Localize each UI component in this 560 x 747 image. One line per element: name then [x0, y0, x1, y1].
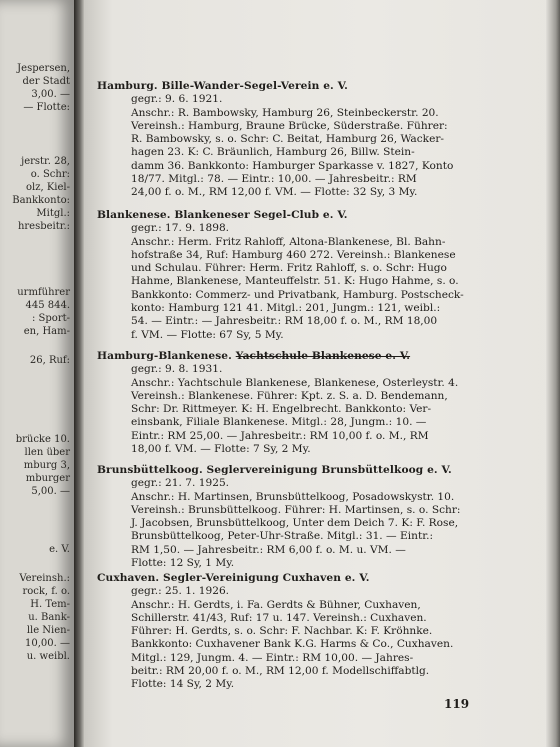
left-page-text-line: lle Nien- — [26, 625, 70, 636]
entry-line: RM 1,50. — Jahresbeitr.: RM 6,00 f. o. M. u. VM. — — [131, 543, 406, 556]
left-page-text-line: rock, f. o. — [22, 586, 70, 597]
left-page — [0, 0, 74, 747]
entry-line: Eintr.: RM 25,00. — Jahresbeitr.: RM 10,00 f. o. M., RM — [131, 429, 429, 442]
club-entry — [97, 464, 517, 570]
left-page-text-line: — Flotte: — [23, 102, 70, 113]
entry-line: 18,00 f. VM. — Flotte: 7 Sy, 2 My. — [131, 443, 311, 456]
entry-line: Schillerstr. 41/43, Ruf: 17 u. 147. Vereinsh.: Cuxhaven. — [131, 611, 427, 624]
left-page-text-line: mburg 3, — [23, 460, 70, 471]
left-page-text-line: olz, Kiel- — [25, 182, 70, 193]
entry-line: f. VM. — Flotte: 67 Sy, 5 My. — [131, 328, 284, 341]
left-page-text-line: brücke 10. — [15, 434, 70, 445]
page-edge — [546, 0, 560, 747]
entry-line: Anschr.: R. Bambowsky, Hamburg 26, Steinbeckerstr. 20. — [131, 106, 439, 119]
entry-heading: Hamburg. Bille-Wander-Segel-Verein e. V. — [97, 80, 348, 92]
book-gutter — [74, 0, 84, 747]
club-entry — [97, 350, 517, 456]
entry-line: Flotte: 12 Sy, 1 My. — [131, 557, 235, 570]
entry-line: und Schulau. Führer: Herm. Fritz Rahloff, s. o. Schr: Hugo — [131, 262, 447, 275]
entry-line: beitr.: RM 20,00 f. o. M., RM 12,00 f. Modellschiffabtlg. — [131, 665, 430, 678]
club-entry — [97, 209, 517, 342]
entry-line: gegr.: 9. 6. 1921. — [131, 93, 223, 106]
entry-line: 54. — Eintr.: — Jahresbeitr.: RM 18,00 f. o. M., RM 18,00 — [131, 315, 438, 328]
club-entry — [97, 572, 517, 692]
left-page-text-line: 10,00. — — [25, 638, 70, 649]
left-page-text-line: jerstr. 28, — [21, 156, 70, 167]
right-page — [84, 0, 560, 747]
left-page-text-line: H. Tem- — [30, 599, 70, 610]
entry-line: gegr.: 21. 7. 1925. — [131, 477, 230, 490]
left-page-text-line: Mitgl.: — [36, 208, 70, 219]
entry-line: Bankkonto: Commerz- und Privatbank, Hamburg. Postscheck- — [131, 288, 464, 301]
left-page-text-line: : Sport- — [32, 313, 70, 324]
entry-line: Anschr.: H. Martinsen, Brunsbüttelkoog, Posadowskystr. 10. — [131, 490, 455, 503]
entry-heading: Cuxhaven. Segler-Vereinigung Cuxhaven e. V. — [97, 572, 370, 584]
entry-line: Flotte: 14 Sy, 2 My. — [131, 678, 235, 691]
entry-line: Führer: H. Gerdts, s. o. Schr: F. Nachbar. K: F. Kröhnke. — [131, 625, 433, 638]
club-entry — [97, 80, 517, 200]
left-page-text-line: u. weibl. — [26, 651, 70, 662]
entry-line: 18/77. Mitgl.: 78. — Eintr.: 10,00. — Jahresbeitr.: RM — [131, 173, 417, 186]
struck-club-name: Yachtschule Blankenese e. V. — [235, 350, 411, 362]
entry-heading: Brunsbüttelkoog. Seglervereinigung Brunsbüttelkoog e. V. — [97, 464, 452, 476]
entry-line: damm 36. Bankkonto: Hamburger Sparkasse v. 1827, Konto — [131, 159, 454, 172]
entry-line: Bankkonto: Cuxhavener Bank K.G. Harms & Co., Cuxhaven. — [131, 638, 454, 651]
entry-heading: Blankenese. Blankeneser Segel-Club e. V. — [97, 209, 348, 221]
left-page-text-line: Vereinsh.: — [19, 573, 70, 584]
left-page-text-line: llen über — [24, 447, 70, 458]
left-page-text-line: 5,00. — — [31, 486, 70, 497]
entry-line: gegr.: 25. 1. 1926. — [131, 585, 230, 598]
left-page-text-line: mburger — [25, 473, 70, 484]
entry-line: Vereinsh.: Blankenese. Führer: Kpt. z. S. a. D. Bendemann, — [131, 389, 448, 402]
entry-line: gegr.: 9. 8. 1931. — [131, 363, 223, 376]
entry-line: Anschr.: Herm. Fritz Rahloff, Altona-Blankenese, Bl. Bahn- — [131, 235, 446, 248]
left-page-text-line: hresbeitr.: — [17, 221, 70, 232]
entry-line: Anschr.: H. Gerdts, i. Fa. Gerdts & Bühner, Cuxhaven, — [131, 598, 421, 611]
entry-line: Vereinsh.: Brunsbüttelkoog. Führer: H. Martinsen, s. o. Schr: — [131, 503, 461, 516]
entry-line: Vereinsh.: Hamburg, Braune Brücke, Süderstraße. Führer: — [131, 119, 448, 132]
page-number: 119 — [444, 697, 470, 711]
entry-line: gegr.: 17. 9. 1898. — [131, 222, 230, 235]
left-page-text-line: Bankkonto: — [12, 195, 70, 206]
left-page-text-line: e. V. — [49, 544, 70, 555]
entry-line: konto: Hamburg 121 41. Mitgl.: 201, Jungm.: 121, weibl.: — [131, 302, 441, 315]
entry-line: Anschr.: Yachtschule Blankenese, Blankenese, Osterleystr. 4. — [131, 376, 459, 389]
entry-line: J. Jacobsen, Brunsbüttelkoog, Unter dem Deich 7. K: F. Rose, — [131, 517, 459, 530]
left-page-text-line: u. Bank- — [28, 612, 70, 623]
left-page-text-line: Jespersen, — [17, 63, 70, 74]
entry-line: 24,00 f. o. M., RM 12,00 f. VM. — Flotte: 32 Sy, 3 My. — [131, 186, 418, 199]
entry-line: hagen 23. K: C. Bräunlich, Hamburg 26, Billw. Stein- — [131, 146, 415, 159]
entry-line: hofstraße 34, Ruf: Hamburg 460 272. Vereinsh.: Blankenese — [131, 248, 456, 261]
left-page-text-line: urmführer — [17, 287, 70, 298]
entry-line: Brunsbüttelkoog, Peter-Uhr-Straße. Mitgl.: 31. — Eintr.: — [131, 530, 434, 543]
entry-heading-city: Hamburg-Blankenese. — [97, 350, 236, 362]
entry-line: Mitgl.: 129, Jungm. 4. — Eintr.: RM 10,00. — Jahres- — [131, 651, 414, 664]
left-page-text-line: o. Schr: — [30, 169, 70, 180]
left-page-text-line: 3,00. — — [31, 89, 70, 100]
entry-line: einsbank, Filiale Blankenese. Mitgl.: 28, Jungm.: 10. — — [131, 416, 427, 429]
left-page-text-line: en, Ham- — [23, 326, 70, 337]
left-page-text-line: der Stadt — [22, 76, 70, 87]
entry-line: Hahme, Blankenese, Manteuffelstr. 51. K: Hugo Hahme, s. o. — [131, 275, 459, 288]
left-page-text-line: 26, Ruf: — [29, 355, 70, 366]
entry-line: Schr: Dr. Rittmeyer. K: H. Engelbrecht. Bankkonto: Ver- — [131, 403, 432, 416]
left-page-text-line: 445 844. — [25, 300, 70, 311]
entry-line: R. Bambowsky, s. o. Schr: C. Beitat, Hamburg 26, Wacker- — [131, 133, 445, 146]
entry-heading — [97, 350, 517, 363]
